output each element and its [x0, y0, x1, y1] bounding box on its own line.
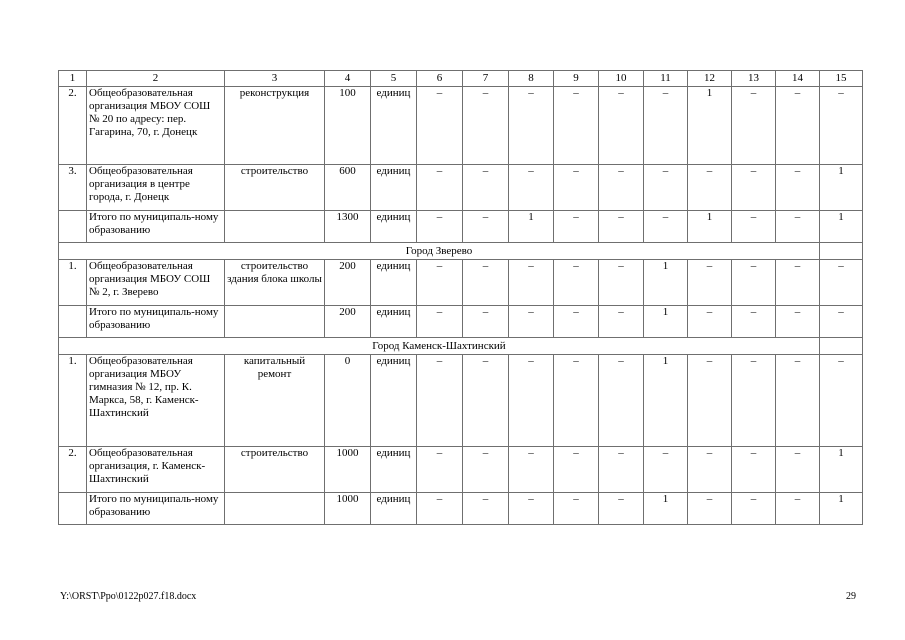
work-type-cell: строительство [225, 447, 325, 493]
unit-cell: единиц [371, 87, 417, 165]
section-title: Город Каменск-Шахтинский [59, 338, 820, 355]
value-cell: – [554, 493, 599, 525]
value-cell: – [509, 306, 554, 338]
header-cell: 7 [463, 71, 509, 87]
section-title: Город Зверево [59, 243, 820, 260]
value-cell: – [599, 493, 644, 525]
quantity-cell: 1300 [325, 211, 371, 243]
value-cell: – [417, 211, 463, 243]
value-cell: 1 [820, 165, 863, 211]
value-cell: – [599, 447, 644, 493]
quantity-cell: 200 [325, 306, 371, 338]
value-cell: 1 [644, 355, 688, 447]
unit-cell: единиц [371, 447, 417, 493]
value-cell: – [463, 306, 509, 338]
value-cell: 1 [820, 447, 863, 493]
quantity-cell: 1000 [325, 447, 371, 493]
value-cell: – [509, 87, 554, 165]
total-row [59, 211, 863, 243]
value-cell: – [732, 165, 776, 211]
work-type-cell [225, 306, 325, 338]
org-name-cell: Общеобразовательная организация, г. Каменск-Шахтинский [87, 447, 225, 493]
value-cell: – [732, 87, 776, 165]
row-number-cell [59, 493, 87, 525]
value-cell: – [417, 165, 463, 211]
table-row [59, 260, 863, 306]
row-number-cell: 1. [59, 355, 87, 447]
org-name-cell: Общеобразовательная организация в центре города, г. Донецк [87, 165, 225, 211]
header-cell: 11 [644, 71, 688, 87]
org-name-cell: Общеобразовательная организация МБОУ СОШ № 2, г. Зверево [87, 260, 225, 306]
org-name-cell: Итого по муниципаль-ному образованию [87, 211, 225, 243]
value-cell: – [554, 211, 599, 243]
value-cell: – [732, 260, 776, 306]
work-type-cell [225, 211, 325, 243]
row-number-cell [59, 306, 87, 338]
footer-file-path: Y:\ORST\Ppo\0122p027.f18.docx [60, 591, 197, 602]
unit-cell: единиц [371, 260, 417, 306]
total-row [59, 493, 863, 525]
value-cell: – [820, 306, 863, 338]
org-name-cell: Общеобразовательная организация МБОУ СОШ № 20 по адресу: пер. Гагарина, 70, г. Донецк [87, 87, 225, 165]
value-cell: – [776, 306, 820, 338]
footer-page-number: 29 [846, 591, 856, 602]
quantity-cell: 600 [325, 165, 371, 211]
header-cell: 9 [554, 71, 599, 87]
value-cell: – [732, 493, 776, 525]
value-cell: – [417, 447, 463, 493]
section-row [59, 338, 863, 355]
value-cell: – [417, 260, 463, 306]
value-cell: – [732, 447, 776, 493]
value-cell: – [554, 165, 599, 211]
value-cell: – [644, 165, 688, 211]
row-number-cell [59, 211, 87, 243]
value-cell: – [599, 211, 644, 243]
value-cell: – [688, 260, 732, 306]
section-empty-cell [820, 338, 863, 355]
value-cell: – [688, 165, 732, 211]
value-cell: – [776, 260, 820, 306]
value-cell: 1 [644, 493, 688, 525]
table-row [59, 355, 863, 447]
row-number-cell: 1. [59, 260, 87, 306]
header-cell: 10 [599, 71, 644, 87]
header-cell: 14 [776, 71, 820, 87]
row-number-cell: 2. [59, 87, 87, 165]
value-cell: – [554, 355, 599, 447]
value-cell: 1 [688, 211, 732, 243]
value-cell: – [776, 211, 820, 243]
value-cell: – [417, 493, 463, 525]
value-cell: – [463, 87, 509, 165]
value-cell: – [463, 447, 509, 493]
value-cell: – [554, 87, 599, 165]
value-cell: 1 [509, 211, 554, 243]
row-number-cell: 3. [59, 165, 87, 211]
value-cell: – [463, 355, 509, 447]
header-cell: 2 [87, 71, 225, 87]
value-cell: – [688, 355, 732, 447]
value-cell: – [599, 165, 644, 211]
work-type-cell: реконструкция [225, 87, 325, 165]
value-cell: – [688, 447, 732, 493]
unit-cell: единиц [371, 165, 417, 211]
allocation-table [58, 70, 863, 525]
value-cell: – [688, 493, 732, 525]
row-number-cell: 2. [59, 447, 87, 493]
value-cell: – [776, 165, 820, 211]
value-cell: – [417, 87, 463, 165]
total-row [59, 306, 863, 338]
work-type-cell: капитальный ремонт [225, 355, 325, 447]
value-cell: – [599, 87, 644, 165]
section-empty-cell [820, 243, 863, 260]
table-row [59, 447, 863, 493]
header-cell: 13 [732, 71, 776, 87]
value-cell: – [554, 260, 599, 306]
value-cell: – [509, 447, 554, 493]
header-cell: 4 [325, 71, 371, 87]
value-cell: – [509, 355, 554, 447]
value-cell: – [820, 355, 863, 447]
unit-cell: единиц [371, 355, 417, 447]
quantity-cell: 0 [325, 355, 371, 447]
value-cell: – [509, 165, 554, 211]
value-cell: 1 [688, 87, 732, 165]
unit-cell: единиц [371, 211, 417, 243]
header-cell: 12 [688, 71, 732, 87]
value-cell: – [776, 355, 820, 447]
value-cell: 1 [644, 260, 688, 306]
value-cell: 1 [644, 306, 688, 338]
value-cell: – [644, 447, 688, 493]
work-type-cell: строительство [225, 165, 325, 211]
value-cell: – [417, 306, 463, 338]
header-row [59, 71, 863, 87]
value-cell: – [463, 260, 509, 306]
value-cell: – [599, 355, 644, 447]
value-cell: – [776, 87, 820, 165]
value-cell: – [732, 306, 776, 338]
table-row [59, 87, 863, 165]
header-cell: 3 [225, 71, 325, 87]
value-cell: – [417, 355, 463, 447]
value-cell: – [463, 211, 509, 243]
unit-cell: единиц [371, 493, 417, 525]
header-cell: 5 [371, 71, 417, 87]
value-cell: – [554, 447, 599, 493]
quantity-cell: 1000 [325, 493, 371, 525]
org-name-cell: Итого по муниципаль-ному образованию [87, 493, 225, 525]
table-row [59, 165, 863, 211]
section-row [59, 243, 863, 260]
header-cell: 15 [820, 71, 863, 87]
value-cell: – [599, 306, 644, 338]
work-type-cell: строительство здания блока школы [225, 260, 325, 306]
org-name-cell: Итого по муниципаль-ному образованию [87, 306, 225, 338]
value-cell: – [820, 87, 863, 165]
quantity-cell: 100 [325, 87, 371, 165]
value-cell: – [732, 355, 776, 447]
value-cell: – [463, 165, 509, 211]
value-cell: – [463, 493, 509, 525]
value-cell: 1 [820, 211, 863, 243]
org-name-cell: Общеобразовательная организация МБОУ гимназия № 12, пр. К. Маркса, 58, г. Каменск-Шахтинский [87, 355, 225, 447]
header-cell: 8 [509, 71, 554, 87]
quantity-cell: 200 [325, 260, 371, 306]
unit-cell: единиц [371, 306, 417, 338]
value-cell: – [820, 260, 863, 306]
value-cell: – [776, 447, 820, 493]
value-cell: – [688, 306, 732, 338]
value-cell: – [644, 211, 688, 243]
work-type-cell [225, 493, 325, 525]
header-cell: 6 [417, 71, 463, 87]
value-cell: – [554, 306, 599, 338]
value-cell: – [599, 260, 644, 306]
value-cell: – [509, 493, 554, 525]
value-cell: – [509, 260, 554, 306]
value-cell: – [732, 211, 776, 243]
value-cell: – [776, 493, 820, 525]
header-cell: 1 [59, 71, 87, 87]
value-cell: – [644, 87, 688, 165]
value-cell: 1 [820, 493, 863, 525]
